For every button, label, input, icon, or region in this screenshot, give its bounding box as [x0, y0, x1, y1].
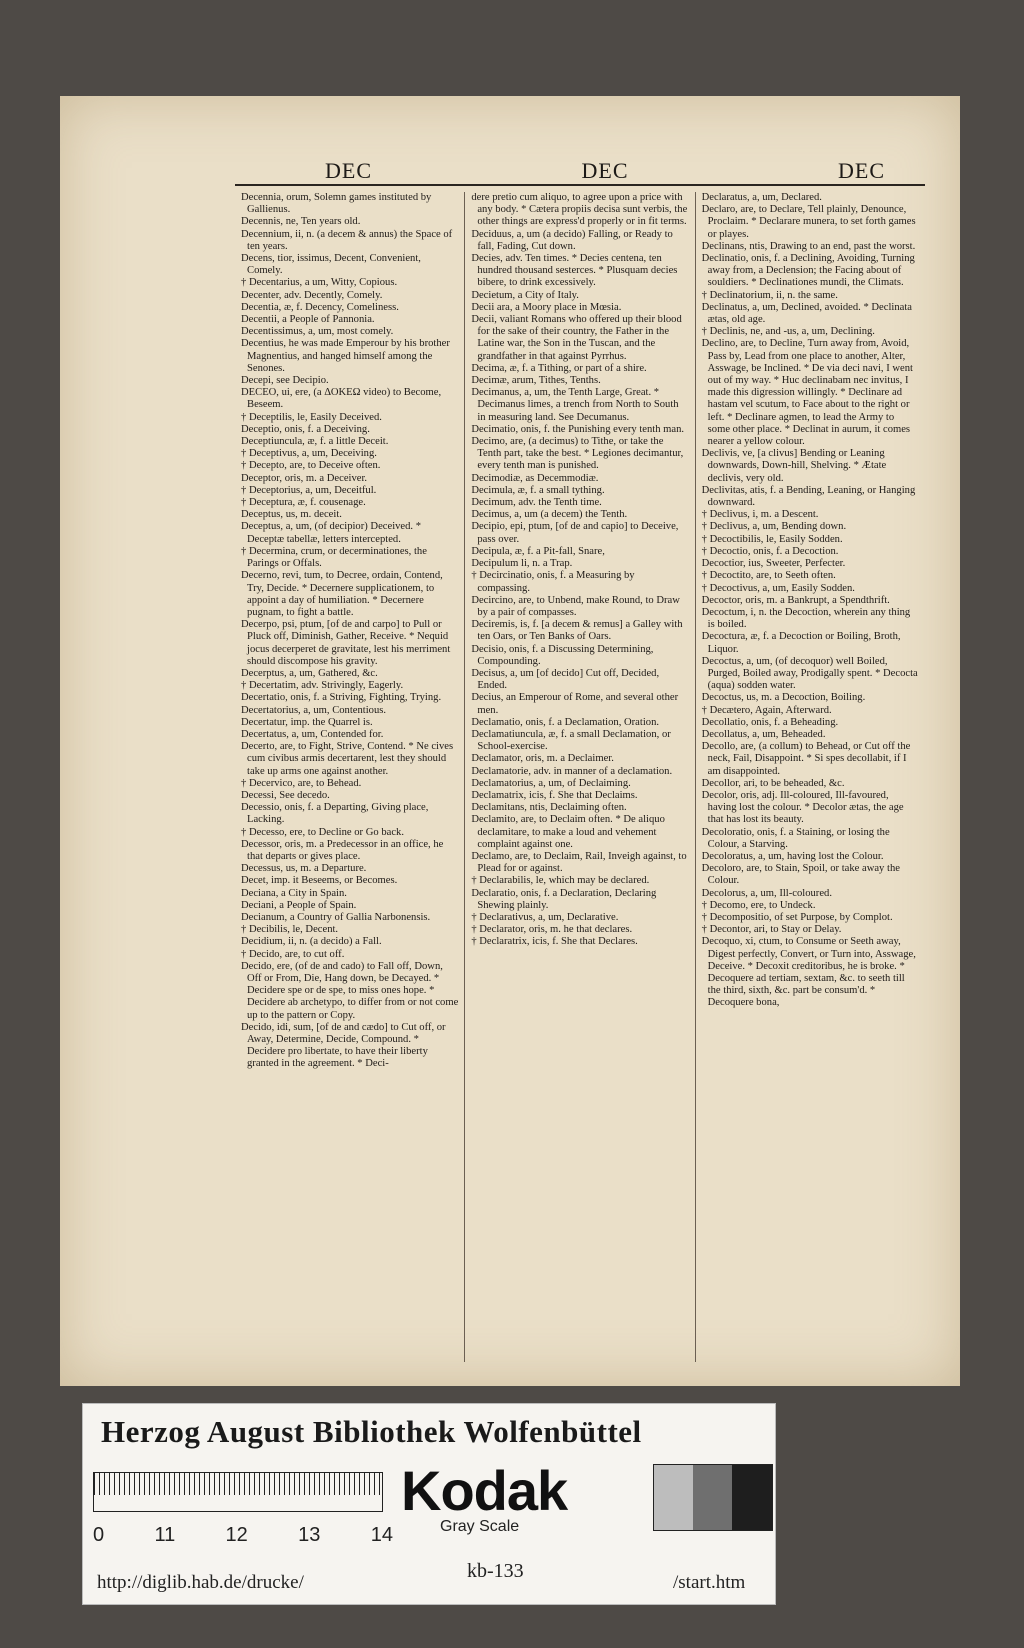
dictionary-entry: Deceptus, a, um, (of decipior) Deceived. * Deceptæ tabellæ, letters intercepted.: [241, 521, 422, 545]
dictionary-entry: † Decentarius, a um, Witty, Copious.: [241, 277, 398, 289]
dictionary-entry: † Deceptivus, a, um, Deceiving.: [241, 448, 377, 460]
dictionary-entry: Decii, valiant Romans who offered up their blood for the sake of their country, the Father in the Latine war, the Son in the Tuscan, and the grandfather in that against Pyrrhus.: [471, 314, 682, 362]
ruler-number: 0: [93, 1524, 105, 1546]
dictionary-entry: Declamatorie, adv. in manner of a declamation.: [471, 765, 673, 777]
dictionary-column-2: [465, 192, 695, 1362]
dictionary-entry: Decipula, æ, f. a Pit-fall, Snare,: [471, 545, 605, 557]
dictionary-entry: Deciani, a People of Spain.: [241, 899, 357, 911]
ruler-number: 12: [225, 1524, 248, 1546]
dictionary-entry: Decoloratus, a, um, having lost the Colour.: [701, 850, 884, 862]
dictionary-entry: Decido, ere, (of de and cado) to Fall off, Down, Off or From, Die, Hang down, be Decayed. * Decidere spe or de spe, to miss ones hope. * Decidere ab archetypo, to differ from or not come up to the pattern or Copy.: [241, 960, 459, 1021]
dictionary-entry: † Decepto, are, to Deceive often.: [241, 460, 381, 472]
dictionary-entry: Declamo, are, to Declaim, Rail, Inveigh against, to Plead for or against.: [471, 850, 687, 875]
dictionary-entry: Decertatur, imp. the Quarrel is.: [241, 716, 373, 728]
dictionary-entry: Declino, are, to Decline, Turn away from, Avoid, Pass by, Lead from one place to another, Alter, Asswage, be Inclined. * De via deci navi, I went out of my way. * Huc declinabam nec invitus, I made this digression willingly. * Declinare ad hastam vel scutum, to Face about to the right or left. * Declinare agmen, to lead the Army to some other place. * Declinat in aurum, it comes nearer a yellow colour.: [701, 338, 913, 448]
dictionary-entry: Decoctor, oris, m. a Bankrupt, a Spendthrift.: [701, 594, 890, 606]
kodak-logo: Kodak: [401, 1459, 568, 1522]
dictionary-entry: Deciana, a City in Spain.: [241, 887, 347, 899]
dictionary-entry: Decennia, orum, Solemn games instituted by Gallienus.: [241, 192, 432, 216]
dictionary-entry: Declamito, are, to Declaim often. * De aliquo declamitare, to make a loud and vehement complaint against one.: [471, 814, 665, 850]
dictionary-entry: Declinatio, onis, f. a Declining, Avoiding, Turning away from, a Declension; the Facing about of souldiers. * Declinationes mundi, the Climats.: [701, 253, 915, 289]
dictionary-entry: Decertatorius, a, um, Contentious.: [241, 704, 387, 716]
dictionary-entry: Declivis, ve, [a clivus] Bending or Leaning downwards, Down-hill, Shelving. * Ætate declivis, very old.: [701, 448, 887, 484]
dictionary-entry: Decoctior, ius, Sweeter, Perfecter.: [701, 558, 846, 570]
dictionary-entry: † Decætero, Again, Afterward.: [701, 704, 832, 716]
dictionary-entry: Decertatio, onis, f. a Striving, Fighting, Trying.: [241, 692, 442, 704]
dictionary-entry: Declaro, are, to Declare, Tell plainly, Denounce, Proclaim. * Declarare munera, to set forth games or playes.: [701, 204, 916, 240]
dictionary-entry: Decennis, ne, Ten years old.: [241, 216, 361, 228]
dictionary-entry: Decimus, a, um (a decem) the Tenth.: [471, 509, 628, 521]
dictionary-entry: Decessor, oris, m. a Predecessor in an office, he that departs or gives place.: [241, 838, 444, 862]
dictionary-entry: Deceptio, onis, f. a Deceiving.: [241, 423, 370, 435]
dictionary-column-1: [235, 192, 465, 1362]
dictionary-entry: † Decertatim, adv. Strivingly, Eagerly.: [241, 680, 404, 692]
dictionary-entry: Deciduus, a, um (a decido) Falling, or Ready to fall, Fading, Cut down.: [471, 228, 673, 252]
dictionary-entry: Declinatus, a, um, Declined, avoided. * Declinata ætas, old age.: [701, 301, 912, 326]
dictionary-entry: Decimanus, a, um, the Tenth Large, Great. * Decimanus limes, a trench from North to South in measuring land. See Decumanus.: [471, 387, 679, 423]
dictionary-entry: Deceptor, oris, m. a Deceiver.: [241, 472, 368, 484]
running-head-center: DEC: [581, 158, 629, 183]
dictionary-entry: Decima, æ, f. a Tithing, or part of a shire.: [471, 362, 647, 374]
dictionary-entry: Decessi, See decedo.: [241, 789, 330, 801]
ruler-number: 11: [154, 1524, 176, 1546]
dictionary-entry: † Decoctivus, a, um, Easily Sodden.: [701, 582, 855, 594]
dictionary-entry: † Decesso, ere, to Decline or Go back.: [241, 826, 404, 838]
dictionary-entry: † Declarabilis, le, which may be declared.: [471, 875, 650, 887]
dictionary-entry: Decollor, ari, to be beheaded, &c.: [701, 777, 845, 789]
dictionary-entry: † Deceptorius, a, um, Deceitful.: [241, 484, 377, 496]
dictionary-entry: Decentii, a People of Pannonia.: [241, 314, 375, 326]
dictionary-entry: Decoctura, æ, f. a Decoction or Boiling, Broth, Liquor.: [701, 631, 901, 655]
dictionary-entry: Decipulum li, n. a Trap.: [471, 558, 573, 570]
dictionary-entry: † Decido, are, to cut off.: [241, 948, 345, 960]
dictionary-entry: † Deceptilis, le, Easily Deceived.: [241, 411, 382, 423]
dictionary-entry: Decepi, see Decipio.: [241, 375, 329, 387]
dictionary-entry: † Decoctio, onis, f. a Decoction.: [701, 545, 839, 557]
card-code: kb-133: [467, 1560, 524, 1582]
dictionary-entry: † Declivus, a, um, Bending down.: [701, 521, 847, 533]
dictionary-entry: Decoctus, a, um, (of decoquor) well Boiled, Purged, Boiled away, Prodigally spent. * Decocta (aqua) sodden water.: [701, 655, 918, 692]
dictionary-columns: [235, 192, 925, 1362]
dictionary-entry: † Decompositio, of set Purpose, by Complot.: [701, 911, 893, 923]
dictionary-entry: Declamator, oris, m. a Declaimer.: [471, 753, 614, 765]
dictionary-entry: Decimodiæ, as Decemmodiæ.: [471, 472, 599, 484]
dictionary-entry: Decoquo, xi, ctum, to Consume or Seeth away, Digest perfectly, Convert, or Turn into, Asswage, Deceive. * Decoxit creditoribus, he is broke. * Decoquere ad tertiam, sextam, &c. to seeth till the third, sixth, &c. part be consum'd. * Decoquere bona,: [701, 936, 916, 1009]
dictionary-entry: Decius, an Emperour of Rome, and several other men.: [471, 692, 679, 716]
page-content: [235, 154, 925, 1404]
dictionary-entry: Decessio, onis, f. a Departing, Giving place, Lacking.: [241, 802, 429, 826]
measurement-ruler: [93, 1472, 383, 1512]
dictionary-entry: Decietum, a City of Italy.: [471, 289, 579, 301]
running-head-left: DEC: [325, 158, 372, 183]
dictionary-entry: Declinans, ntis, Drawing to an end, past the worst.: [701, 240, 916, 252]
dictionary-entry: Decollatus, a, um, Beheaded.: [701, 728, 826, 740]
dictionary-entry: † Declaratrix, icis, f. She that Declares.: [471, 936, 638, 948]
dictionary-entry: Deceptiuncula, æ, f. a little Deceit.: [241, 436, 389, 448]
dictionary-entry: Decerto, are, to Fight, Strive, Contend. * Ne cives cum civibus armis decertarent, lest they should take up arms one against another.: [241, 741, 454, 777]
dictionary-entry: Decies, adv. Ten times. * Decies centena, ten hundred thousand sesterces. * Plusquam decies bibere, to drink excessively.: [471, 253, 678, 289]
gray-scale-swatch: [653, 1464, 773, 1531]
dictionary-entry: Declamatorius, a, um, of Declaiming.: [471, 777, 631, 789]
dictionary-entry: † Declarativus, a, um, Declarative.: [471, 911, 619, 923]
dictionary-entry: Decentius, he was made Emperour by his brother Magnentius, and hanged himself among the Senones.: [241, 338, 450, 374]
dictionary-entry: DECEO, ui, ere, (a ΔΟΚΕΩ video) to Become, Beseem.: [241, 387, 442, 411]
dictionary-entry: Decet, imp. it Beseems, or Becomes.: [241, 875, 398, 887]
dictionary-entry: Decertatus, a, um, Contended for.: [241, 728, 384, 740]
dictionary-column-3: [696, 192, 925, 1362]
dictionary-entry: Decipio, epi, ptum, [of de and capio] to Deceive, pass over.: [471, 521, 679, 545]
scanned-page: [60, 96, 960, 1386]
dictionary-entry: Decollo, are, (a collum) to Behead, or Cut off the neck, Fail, Disappoint. * Si spes decollabit, if I am disappointed.: [701, 741, 911, 777]
dictionary-entry: Decennium, ii, n. (a decem & annus) the Space of ten years.: [241, 228, 453, 252]
dictionary-entry: Declamatrix, icis, f. She that Declaims.: [471, 789, 638, 801]
dictionary-entry: † Declarator, oris, m. he that declares.: [471, 924, 633, 936]
dictionary-entry: Decoctus, us, m. a Decoction, Boiling.: [701, 692, 866, 704]
library-name: Herzog August Bibliothek Wolfenbüttel: [101, 1414, 642, 1449]
running-heads: [235, 154, 925, 186]
dictionary-entry: Decollatio, onis, f. a Beheading.: [701, 716, 839, 728]
dictionary-entry: Declaratus, a, um, Declared.: [701, 192, 822, 203]
dictionary-entry: Decisus, a, um [of decido] Cut off, Decided, Ended.: [471, 667, 660, 692]
dictionary-entry: Decessus, us, m. a Departure.: [241, 863, 367, 875]
dictionary-entry: Decisio, onis, f. a Discussing Determining, Compounding.: [471, 643, 654, 667]
ruler-numbers: [93, 1524, 393, 1547]
dictionary-entry: Decido, idi, sum, [of de and cædo] to Cut off, or Away, Determine, Decide, Compound. * Decidere pro libertate, to have their liberty granted in the agreement. * Deci-: [241, 1021, 446, 1070]
dictionary-entry: Decoloratio, onis, f. a Staining, or losing the Colour, a Starving.: [701, 826, 890, 850]
dictionary-entry: † Decoctito, are, to Seeth often.: [701, 570, 836, 582]
dictionary-entry: † Decoctibilis, le, Easily Sodden.: [701, 533, 843, 545]
dictionary-entry: Decimo, are, (a decimus) to Tithe, or take the Tenth part, take the best. * Legiones decimantur, every tenth man is punished.: [471, 436, 684, 472]
dictionary-entry: † Declivus, i, m. a Descent.: [701, 509, 819, 521]
dictionary-entry: Decoloro, are, to Stain, Spoil, or take away the Colour.: [701, 863, 900, 887]
dictionary-entry: Decenter, adv. Decently, Comely.: [241, 289, 383, 301]
dictionary-entry: Decoctum, i, n. the Decoction, wherein any thing is boiled.: [701, 606, 911, 631]
dictionary-entry: Decircino, are, to Unbend, make Round, to Draw by a pair of compasses.: [471, 594, 680, 618]
url-right: /start.htm: [673, 1572, 746, 1593]
dictionary-entry: Decerptus, a, um, Gathered, &c.: [241, 667, 378, 679]
dictionary-entry: Decimula, æ, f. a small tything.: [471, 484, 605, 496]
dictionary-entry: † Declinis, ne, and -us, a, um, Declining.: [701, 326, 875, 338]
target-card: [82, 1403, 776, 1605]
ruler-number: 14: [370, 1524, 393, 1546]
gray-scale-label: Gray Scale: [440, 1518, 520, 1535]
dictionary-entry: Decimum, adv. the Tenth time.: [471, 497, 602, 509]
dictionary-entry: Declivitas, atis, f. a Bending, Leaning, or Hanging downward.: [701, 484, 916, 509]
ruler-number: 13: [298, 1524, 321, 1546]
dictionary-entry: Decidium, ii, n. (a decido) a Fall.: [241, 936, 382, 948]
dictionary-entry: Decentissimus, a, um, most comely.: [241, 326, 394, 338]
dictionary-entry: Decerpo, psi, ptum, [of de and carpo] to Pull or Pluck off, Diminish, Gather, Receive. * Nequid jocus decerperet de gravitate, lest his merriment should discompose his gravity.: [241, 619, 451, 667]
dictionary-entry: Decerno, revi, tum, to Decree, ordain, Contend, Try, Decide. * Decernere supplicationem, to appoint a day of humiliation. * Decernere pugnam, to fight a battle.: [241, 570, 443, 618]
url-left: http://diglib.hab.de/drucke/: [97, 1572, 304, 1593]
dictionary-entry: Decimatio, onis, f. the Punishing every tenth man.: [471, 423, 685, 435]
dictionary-entry: Decens, tior, issimus, Decent, Convenient, Comely.: [241, 253, 421, 277]
dictionary-entry: Decolor, oris, adj. Ill-coloured, Ill-favoured, having lost the colour. * Decolor ætas, the age that has lost its beauty.: [701, 789, 904, 826]
dictionary-entry: Deciremis, is, f. [a decem & remus] a Galley with ten Oars, or Ten Banks of Oars.: [471, 619, 683, 643]
dictionary-entry: † Decibilis, le, Decent.: [241, 924, 339, 936]
dictionary-entry: Decianum, a Country of Gallia Narbonensis.: [241, 911, 431, 923]
dictionary-entry: Declamatiuncula, æ, f. a small Declamation, or School-exercise.: [471, 728, 671, 753]
dictionary-entry: Declaratio, onis, f. a Declaration, Declaring Shewing plainly.: [471, 887, 657, 911]
dictionary-entry: Decolorus, a, um, Ill-coloured.: [701, 887, 832, 899]
dictionary-entry: † Decermina, crum, or decerminationes, the Parings or Offals.: [241, 545, 427, 570]
dictionary-entry: dere pretio cum aliquo, to agree upon a price with any body. * Cætera propiis decisa sunt verbis, the other things are express'd properly or in fit terms.: [471, 192, 688, 228]
dictionary-entry: † Decircinatio, onis, f. a Measuring by compassing.: [471, 570, 635, 594]
dictionary-entry: Declamatio, onis, f. a Declamation, Oration.: [471, 716, 660, 728]
running-head-right: DEC: [838, 158, 885, 183]
dictionary-entry: Deceptus, us, m. deceit.: [241, 509, 342, 521]
dictionary-entry: Decimæ, arum, Tithes, Tenths.: [471, 375, 601, 387]
dictionary-entry: † Declinatorium, ii, n. the same.: [701, 289, 838, 301]
dictionary-entry: † Deceptura, æ, f. cousenage.: [241, 497, 366, 509]
dictionary-entry: † Decomo, ere, to Undeck.: [701, 899, 816, 911]
dictionary-entry: † Decervico, are, to Behead.: [241, 777, 362, 789]
dictionary-entry: Decii ara, a Moory place in Mœsia.: [471, 301, 622, 313]
dictionary-entry: Declamitans, ntis, Declaiming often.: [471, 802, 627, 814]
dictionary-entry: Decentia, æ, f. Decency, Comeliness.: [241, 301, 399, 313]
dictionary-entry: † Decontor, ari, to Stay or Delay.: [701, 924, 842, 936]
